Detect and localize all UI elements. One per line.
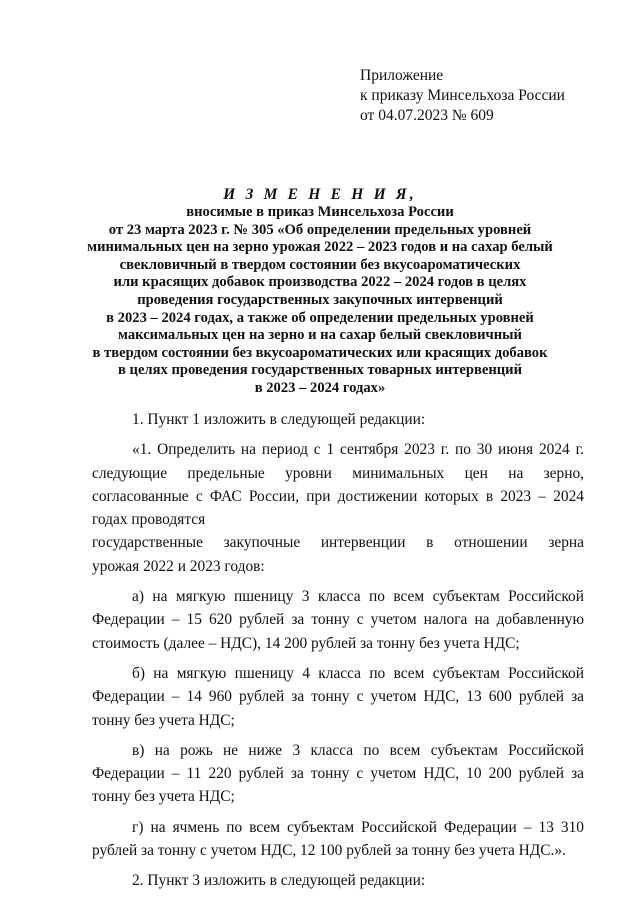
- title-heading: И З М Е Н Е Н И Я,: [223, 186, 417, 203]
- appendix-header: [360, 66, 565, 126]
- title-line: максимальных цен на зерно и на сахар белый свекловичный: [118, 327, 522, 344]
- title-line: в 2023 – 2024 годах, а также об определении предельных уровней: [106, 309, 534, 326]
- title-line: в целях проведения государственных товарных интервенций: [118, 362, 522, 379]
- title-line: в твердом состоянии без вкусоароматических или красящих добавок: [92, 344, 548, 361]
- appendix-order-date: от 04.07.2023 № 609: [360, 107, 494, 124]
- subitem-d: г) на ячмень по всем субъектам Российской Федерации – 13 310 рублей за тонну с учетом НДС, 12 100 рублей за тонну без учета НДС.».: [92, 818, 584, 860]
- subitem-c: в) на рожь не ниже 3 класса по всем субъектам Российской Федерации – 11 220 рублей за тонну с учетом НДС, 10 200 рублей за тонну без учета НДС;: [92, 741, 584, 806]
- title-line: свекловичный в твердом состоянии без вкусоароматических: [119, 256, 521, 273]
- title-line: от 23 марта 2023 г. № 305 «Об определении предельных уровней: [108, 221, 532, 238]
- subitem-b: б) на мягкую пшеницу 4 класса по всем субъектам Российской Федерации – 14 960 рублей за тонну с учетом НДС, 13 600 рублей за тонну без учета НДС;: [92, 664, 584, 729]
- title-line: вносимые в приказ Минсельхоза России: [186, 204, 454, 220]
- title-line: или красящих добавок производства 2022 – 2024 годов в целях: [113, 274, 527, 291]
- paragraph-item-1: 1. Пункт 1 изложить в следующей редакции:: [132, 411, 426, 428]
- paragraph-clause-1: [92, 438, 584, 578]
- appendix-label: Приложение: [360, 67, 444, 84]
- title-line: проведения государственных закупочных интервенций: [137, 291, 503, 308]
- clause-1-justified-line: государственные закупочные интервенции в отношении зерна: [92, 534, 584, 552]
- document-body: [92, 408, 584, 893]
- subitem-a: а) на мягкую пшеницу 3 класса по всем субъектам Российской Федерации – 15 620 рублей за тонну с учетом налога на добавленную стоимость (далее – НДС), 14 200 рублей за тонну без учета НДС;: [92, 588, 584, 652]
- title-line: в 2023 – 2024 годах»: [254, 379, 386, 396]
- clause-1-text: «1. Определить на период с 1 сентября 2023 г. по 30 июня 2024 г. следующие предельные уровни минимальных цен на зерно, согласованные с ФАС России, при достижении которых в 2023 – 2024 годах проводятся: [92, 441, 584, 529]
- clause-1-last-line: урожая 2022 и 2023 годов:: [92, 557, 265, 575]
- title-line: минимальных цен на зерно урожая 2022 – 2023 годов и на сахар белый: [87, 239, 553, 256]
- paragraph-item-2: 2. Пункт 3 изложить в следующей редакции:: [132, 872, 426, 890]
- document-title: [60, 185, 580, 398]
- appendix-order-ref: к приказу Минсельхоза России: [360, 87, 565, 104]
